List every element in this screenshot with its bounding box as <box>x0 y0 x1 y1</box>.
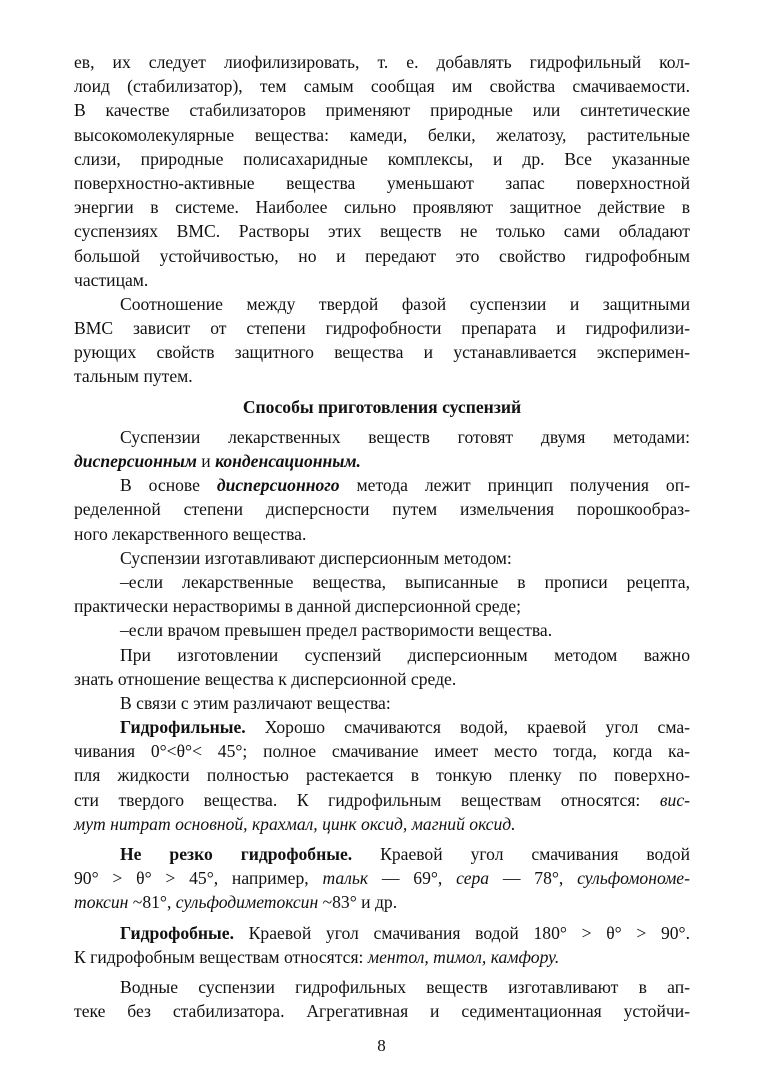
emphasis-condensation: конденсационным. <box>215 451 361 471</box>
example-talc: тальк <box>322 868 369 889</box>
text-line: ВМС зависит от степени гидрофобности препарата и гидрофилизи- <box>74 318 690 339</box>
text-fragment: и <box>196 451 216 471</box>
paragraph-hydrophobic <box>74 921 690 969</box>
text-line <box>74 812 690 836</box>
text-line: поверхностно-активные вещества уменьшают запас поверхностной <box>74 172 690 193</box>
term-hydrophobic: Гидрофобные. <box>120 922 234 943</box>
bullet-list <box>74 570 690 643</box>
text-line: ного лекарственного вещества. <box>74 523 307 544</box>
text-fragment: ~81°, <box>128 892 176 913</box>
text-line: суспензиях ВМС. Растворы этих веществ не только сами обладают <box>74 221 690 242</box>
page-number: 8 <box>377 1036 386 1055</box>
text-fragment: В основе <box>120 475 217 496</box>
text-fragment: сти твердого вещества. К гидрофильным веществам относятся: <box>74 789 660 810</box>
text-line: При изготовлении суспензий дисперсионным методом важно <box>120 644 690 665</box>
text-line: Соотношение между твердой фазой суспензии и защитными <box>120 293 690 314</box>
emphasis-dispersion-method: дисперсионного <box>216 475 340 496</box>
text-fragment: 90° > θ° > 45°, например, <box>74 868 323 889</box>
example-sulfamonomethoxine: сульфомономе- <box>577 868 690 889</box>
text-line <box>74 945 690 969</box>
examples-italic: ментол, тимол, камфору. <box>367 946 560 967</box>
text-line: Суспензии лекарственных веществ готовят двумя методами: <box>120 426 690 447</box>
example-sulfur: сера <box>456 868 490 889</box>
text-line: слизи, природные полисахаридные комплексы, и др. Все указанные <box>74 148 690 169</box>
text-line: Водные суспензии гидрофильных веществ изготавливают в ап- <box>120 976 690 997</box>
text-line <box>74 866 690 890</box>
example-sulfamonomethoxine: токсин <box>74 892 129 913</box>
text-line: практически нерастворимы в данной дисперсионной среде; <box>74 596 521 617</box>
text-line: чивания 0°<θ°< 45°; полное смачивание имеет место тогда, когда ка- <box>74 741 690 762</box>
text-fragment: Краевой угол смачивания водой <box>352 844 690 864</box>
text-fragment: Краевой угол смачивания водой 180° > θ° > 90°. <box>234 922 690 943</box>
text-line <box>74 842 690 866</box>
text-line <box>74 473 690 497</box>
list-item: –если врачом превышен предел растворимости вещества. <box>120 620 553 641</box>
paragraph-hydrophilic <box>74 715 690 836</box>
text-fragment: — 78°, <box>489 868 578 889</box>
paragraph-ratio <box>74 292 690 389</box>
text-line: В связи с этим различают вещества: <box>120 692 391 713</box>
text-line: частицам. <box>74 269 149 290</box>
text-line: тальным путем. <box>74 366 193 387</box>
text-line: лоид (стабилизатор), тем самым сообщая им свойства смачиваемости. <box>74 76 690 97</box>
page-body <box>74 50 690 1023</box>
examples-italic: вис- <box>659 789 690 810</box>
text-line: пля жидкости полностью растекается в тонкую пленку по поверхно- <box>74 765 690 786</box>
text-fragment: метода лежит принцип получения оп- <box>339 475 690 496</box>
text-line: Суспензии изготавливают дисперсионным методом: <box>120 547 512 568</box>
text-line <box>74 921 690 945</box>
text-line <box>74 788 690 812</box>
text-line: энергии в системе. Наиболее сильно проявляют защитное действие в <box>74 197 690 218</box>
text-line: высокомолекулярные вещества: камеди, белки, желатозу, растительные <box>74 124 690 145</box>
text-line: ев, их следует лиофилизировать, т. е. добавлять гидрофильный кол- <box>74 52 690 72</box>
text-line <box>74 890 690 914</box>
list-item: –если лекарственные вещества, выписанные в прописи рецепта, <box>120 571 690 592</box>
example-sulfadimethoxine: сульфодиметоксин <box>175 892 319 913</box>
text-line: знать отношение вещества к дисперсионной среде. <box>74 668 457 689</box>
paragraph-aqueous <box>74 975 690 1023</box>
paragraph-methods <box>74 425 690 473</box>
paragraph-weakly-hydrophobic <box>74 842 690 915</box>
text-fragment: — 69°, <box>368 868 457 889</box>
text-line: теке без стабилизатора. Агрегативная и седиментационная устойчи- <box>74 1001 690 1022</box>
paragraph-stabilizers <box>74 50 690 292</box>
text-line: большой устойчивостью, но и передают это свойство гидрофобным <box>74 245 690 266</box>
term-hydrophilic: Гидрофильные. <box>120 717 246 738</box>
examples-italic: мут нитрат основной, крахмал, цинк оксид, магний оксид. <box>74 813 516 834</box>
text-line: ределенной степени дисперсности путем измельчения порошкообраз- <box>74 499 690 520</box>
text-fragment: К гидрофобным веществам относятся: <box>74 946 368 967</box>
paragraph-basis <box>74 473 690 546</box>
term-weakly-hydrophobic: Не резко гидрофобные. <box>120 844 353 864</box>
text-fragment: ~83° и др. <box>318 892 398 913</box>
text-line: В качестве стабилизаторов применяют природные или синтетические <box>74 100 690 121</box>
paragraph-prep <box>74 643 690 691</box>
text-line <box>74 715 690 739</box>
text-fragment: Хорошо смачиваются водой, краевой угол сма- <box>245 717 690 738</box>
text-line: рующих свойств защитного вещества и устанавливается эксперимен- <box>74 342 690 363</box>
text-line <box>74 449 690 473</box>
section-heading: Способы приготовления суспензий <box>242 396 522 417</box>
emphasis-dispersion: дисперсионным <box>74 451 197 471</box>
